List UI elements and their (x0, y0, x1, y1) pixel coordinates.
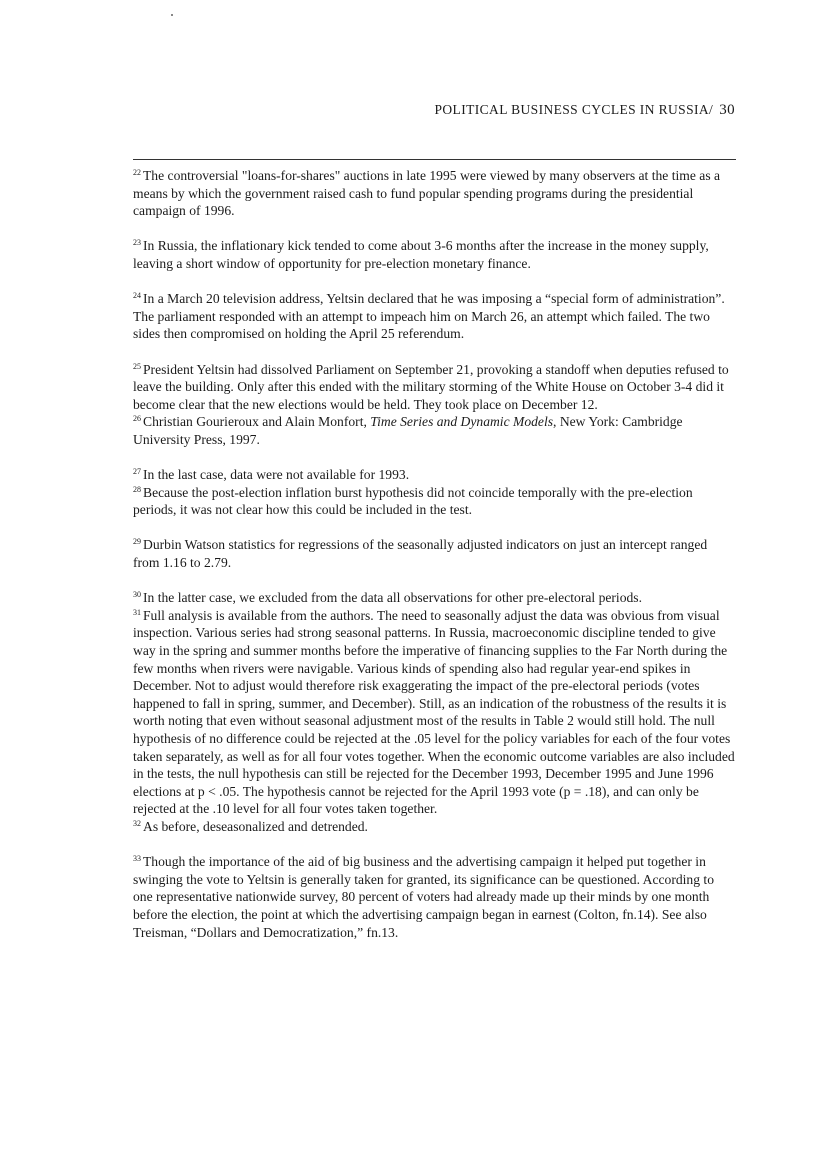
running-title: POLITICAL BUSINESS CYCLES IN RUSSIA/ (434, 102, 714, 117)
footnote-22 (133, 167, 736, 220)
footnote-24 (133, 290, 736, 343)
footnotes-section (133, 167, 736, 941)
footnote-32 (133, 818, 736, 836)
footnote-number: 27 (133, 467, 141, 477)
footnote-number: 28 (133, 484, 141, 494)
footnote-26 (133, 413, 736, 448)
footnote-text: In the last case, data were not available for 1993. (143, 467, 410, 483)
footnote-separator-rule (133, 159, 736, 160)
footnote-number: 26 (133, 414, 141, 424)
footnote-text: President Yeltsin had dissolved Parliament on September 21, provoking a standoff when deputies refused to leave the building. Only after this ended with the military storming of the White House on October 3-4 did it become clear that the new elections would be held. They took place on December 12. (133, 361, 729, 412)
footnote-28 (133, 484, 736, 519)
footnote-text: In Russia, the inflationary kick tended to come about 3-6 months after the increase in the money supply, leaving a short window of opportunity for pre-election monetary finance. (133, 238, 709, 271)
footnote-27 (133, 466, 736, 484)
footnote-text: As before, deseasonalized and detrended. (143, 818, 368, 834)
footnote-number: 25 (133, 361, 141, 371)
footnote-text-after: , New York: Cambridge University Press, 1997. (133, 414, 683, 447)
footnote-number: 22 (133, 168, 141, 177)
footnote-text: In the latter case, we excluded from the data all observations for other pre-electoral periods. (143, 590, 642, 606)
footnote-30 (133, 589, 736, 607)
footnote-number: 33 (133, 854, 141, 864)
footnote-number: 30 (133, 590, 141, 600)
running-header (435, 102, 736, 119)
footnote-number: 29 (133, 537, 141, 547)
footnote-text: Though the importance of the aid of big business and the advertising campaign it helped put together in swinging the vote to Yeltsin is generally taken for granted, its significance can be questioned. According to one representative nationwide survey, 80 percent of voters had already made up their minds by one month before the election, the point at which the advertising campaign began in earnest (Colton, fn.14). See also Treisman, “Dollars and Democratization,” fn.13. (133, 854, 714, 940)
footnote-23 (133, 237, 736, 272)
footnote-text: Because the post-election inflation burst hypothesis did not coincide temporally with the pre-election periods, it was not clear how this could be included in the test. (133, 484, 693, 518)
footnote-text: In a March 20 television address, Yeltsin declared that he was imposing a “special form of administration”. The parliament responded with an attempt to impeach him on March 26, an attempt which failed. The two sides then compromised on holding the April 25 referendum. (133, 291, 725, 342)
footnote-number: 32 (133, 818, 141, 828)
footnote-29 (133, 536, 736, 571)
footnote-text-before: Christian Gourieroux and Alain Monfort, (143, 414, 371, 430)
footnote-number: 24 (133, 291, 141, 301)
footnote-text: Durbin Watson statistics for regressions of the seasonally adjusted indicators on just an intercept ranged from 1.16 to 2.79. (133, 537, 708, 571)
footnote-number: 31 (133, 607, 141, 617)
footnote-25 (133, 361, 736, 414)
footnote-31 (133, 607, 736, 818)
page-number: 30 (719, 102, 735, 118)
footnote-33 (133, 853, 736, 941)
cited-book-title: Time Series and Dynamic Models (370, 414, 554, 430)
footnote-number: 23 (133, 238, 141, 248)
footnote-text: The controversial "loans-for-shares" auctions in late 1995 were viewed by many observers at the time as a means by which the government raised cash to fund popular spending programs during the presidential campaign of 1996. (133, 168, 721, 219)
scan-speck (171, 14, 173, 16)
footnote-text: Full analysis is available from the authors. The need to seasonally adjust the data was obvious from visual inspection. Various series had strong seasonal patterns. In Russia, macroeconomic discipline tended to give way in the spring and summer months before the imperative of financing supplies to the Far North during the few months when rivers were navigable. Various kinds of spending also had regular year-end spikes in December. Not to adjust would therefore risk exaggerating the impact of the pre-electoral periods (votes happened to fall in spring, summer, and December). Still, as an indication of the robustness of the results it is worth noting that even without seasonal adjustment most of the results in Table 2 would still hold. The null hypothesis of no difference could be rejected at the .05 level for the policy variables for each of the four votes taken separately, as well as for all four votes together. When the economic outcome variables are also included in the tests, the null hypothesis can still be rejected for the December 1993, December 1995 and June 1996 elections at p < .05. The hypothesis cannot be rejected for the April 1993 vote (p = .18), and can only be rejected at the .10 level for all four votes taken together. (133, 607, 735, 817)
